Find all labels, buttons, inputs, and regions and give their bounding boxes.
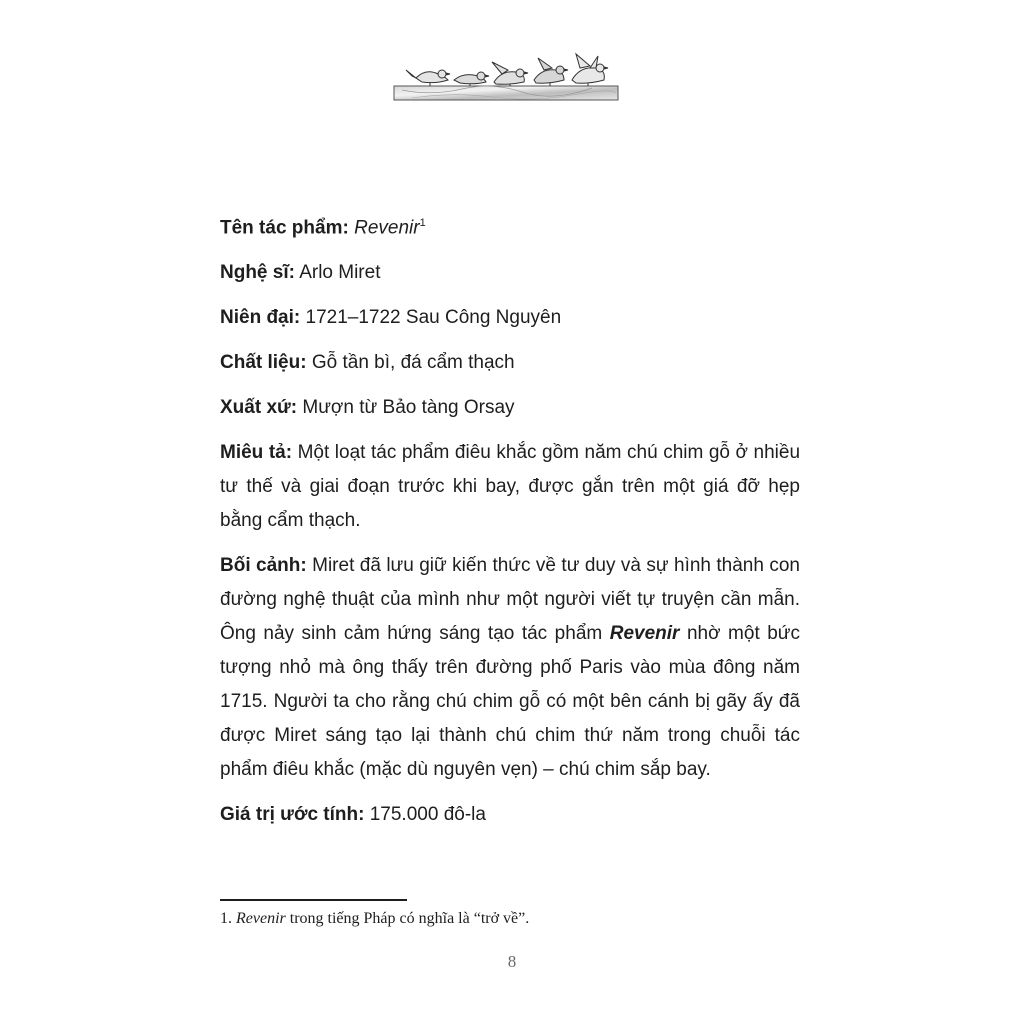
footnote-text: trong tiếng Pháp có nghĩa là “trở về”. [289,910,530,927]
context-field [220,549,800,787]
title-field [220,206,800,245]
provenance-label: Xuất xứ: [220,397,298,419]
artist-value: Arlo Miret [299,262,381,284]
artist-label: Nghệ sĩ: [220,262,295,284]
context-italic-title: Revenir [609,623,680,645]
footnote-ref: 1 [419,217,426,229]
artwork-details [220,206,800,843]
estimated-value: 175.000 đô-la [369,804,486,826]
material-label: Chất liệu: [220,352,307,374]
description-field [220,436,800,538]
bird-1 [406,70,450,86]
bird-3 [492,62,528,86]
provenance-field [220,391,800,425]
footnote-divider [220,899,407,901]
bird-5 [572,54,608,86]
context-label: Bối cảnh: [220,555,307,577]
title-label: Tên tác phẩm: [220,217,349,239]
description-label: Miêu tả: [220,442,293,464]
footnote [220,908,820,930]
provenance-value: Mượn từ Bảo tàng Orsay [302,397,515,419]
bird-4 [534,58,568,86]
bird-2 [454,72,489,86]
date-label: Niên đại: [220,307,301,329]
bird-sculpture-illustration [392,52,620,104]
estimated-value-field [220,798,800,832]
material-field [220,346,800,380]
context-text-part2: nhờ một bức tượng nhỏ mà ông thấy trên đường phố Paris vào mùa đông năm 1715. Người ta cho rằng chú chim gỗ có một bên cánh bị gãy ấy đã được Miret sáng tạo lại thành chú chim thứ năm trong chuỗi tác phẩm điêu khắc (mặc dù nguyên vẹn) – chú chim sắp bay. [220,623,801,781]
page-number: 8 [507,952,517,971]
estimated-value-label: Giá trị ước tính: [220,804,365,826]
context-text-part1: Miret đã lưu giữ kiến thức về tư duy và sự hình thành con đường nghệ thuật của mình như một người viết tự truyện cần mẫn. Ông nảy sinh cảm hứng sáng tạo tác phẩm [220,555,800,645]
material-value: Gỗ tần bì, đá cẩm thạch [311,352,515,374]
footnote-term: Revenir [236,910,286,927]
title-value: Revenir [354,217,420,239]
artist-field [220,256,800,290]
footnote-number: 1. [220,910,232,927]
date-value: 1721–1722 Sau Công Nguyên [305,307,562,329]
date-field [220,301,800,335]
description-value: Một loạt tác phẩm điêu khắc gồm năm chú chim gỗ ở nhiều tư thế và giai đoạn trước khi bay, được gắn trên một giá đỡ hẹp bằng cẩm thạch. [220,442,801,532]
